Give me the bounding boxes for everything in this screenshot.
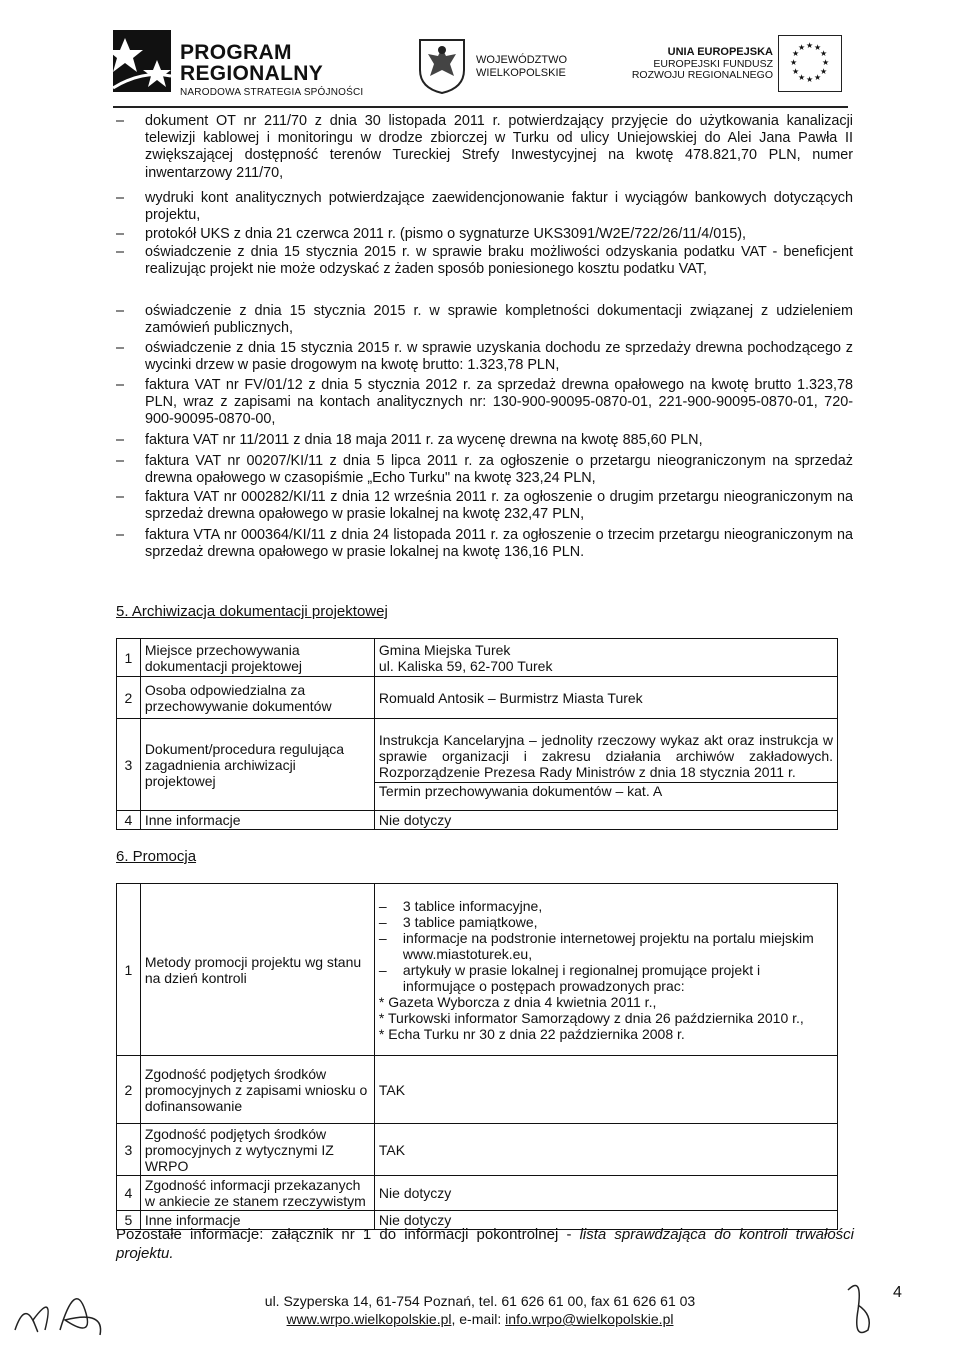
row-label: Dokument/procedura regulująca zagadnienia archiwizacji projektowej bbox=[140, 719, 374, 811]
row-label: Miejsce przechowywania dokumentacji projektowej bbox=[140, 639, 374, 677]
svg-text:★: ★ bbox=[820, 49, 828, 58]
list-dash: – bbox=[116, 244, 125, 260]
final-note: Pozostałe informacje: załącznik nr 1 do informacji pokontrolnej - lista sprawdzająca do kontroli trwałości projektu. bbox=[116, 1226, 854, 1262]
program-regionalny-logo bbox=[113, 30, 171, 92]
eagle-coat-of-arms-icon bbox=[416, 36, 468, 94]
list-item: protokół UKS z dnia 21 czerwca 2011 r. (pismo o sygnaturze UKS3091/W2E/722/26/11/4/015), bbox=[145, 226, 747, 242]
row-number: 2 bbox=[117, 1056, 141, 1124]
row-value: Romuald Antosik – Burmistrz Miasta Turek bbox=[374, 677, 837, 719]
row-number: 1 bbox=[117, 884, 141, 1056]
program-subtitle: NARODOWA STRATEGIA SPÓJNOŚCI bbox=[180, 87, 364, 98]
row-value: Nie dotyczy bbox=[374, 1211, 837, 1230]
list-item: * Turkowski informator Samorządowy z dnia 26 października 2010 r., bbox=[378, 1009, 804, 1026]
row-number: 4 bbox=[117, 1176, 141, 1211]
program-title: PROGRAM REGIONALNY bbox=[180, 41, 324, 85]
list-dash: – bbox=[116, 432, 125, 448]
row-label: Zgodność informacji przekazanych w ankiecie ze stanem rzeczywistym bbox=[140, 1176, 374, 1211]
list-item: faktura VAT nr 00207/KI/11 z dnia 5 lipca 2011 r. za ogłoszenie o przetargu nieograniczonym na sprzedaż drewna opałowego w czasopiśmie „Echo Turku" na kwotę 323,24 PLN, bbox=[145, 453, 853, 487]
svg-text:★: ★ bbox=[792, 49, 800, 58]
row-number: 1 bbox=[117, 639, 141, 677]
footer-address: ul. Szyperska 14, 61-754 Poznań, tel. 61 626 61 00, fax 61 626 61 03 bbox=[264, 1293, 696, 1309]
list-dash: – bbox=[116, 453, 125, 469]
list-item: oświadczenie z dnia 15 stycznia 2015 r. w sprawie kompletności dokumentacji związanej z udzieleniem zamówień publicznych, bbox=[145, 303, 853, 337]
row-label: Zgodność podjętych środków promocyjnych z zapisami wniosku o dofinansowanie bbox=[140, 1056, 374, 1124]
row-value: Nie dotyczy bbox=[374, 1176, 837, 1211]
table-row bbox=[117, 811, 838, 830]
table-row bbox=[117, 677, 838, 719]
row-label: Inne informacje bbox=[140, 811, 374, 830]
row-value: Nie dotyczy bbox=[374, 811, 837, 830]
page-header bbox=[0, 0, 960, 110]
list-item: faktura VTA nr 000364/KI/11 z dnia 24 listopada 2011 r. za ogłoszenie o trzecim przetargu nieograniczonym na sprzedaż drewna opałowego w prasie lokalnej na kwotę 136,16 PLN. bbox=[145, 527, 853, 561]
svg-text:★: ★ bbox=[792, 67, 800, 76]
list-item: * Gazeta Wyborcza z dnia 4 kwietnia 2011 r., bbox=[378, 993, 657, 1010]
svg-text:★: ★ bbox=[806, 41, 814, 50]
list-item: – 3 tablice pamiątkowe, bbox=[378, 913, 538, 930]
row-number: 5 bbox=[117, 1211, 141, 1230]
row-value: Instrukcja Kancelaryjna – jednolity rzeczowy wykaz akt oraz instrukcja w sprawie organizacji i zakresu działania archiwów zakładowych. Rozporządzenie Prezesa Rady Ministrów z dnia 18 stycznia 2011 r. Termin przechowywania dokumentów – kat. A bbox=[374, 719, 837, 811]
list-dash: – bbox=[116, 340, 125, 356]
list-item: faktura VAT nr FV/01/12 z dnia 5 stycznia 2012 r. za sprzedaż drewna opałowego na kwotę brutto 1.323,78 PLN, wraz z zapisami na kontach analitycznych nr: 130-900-90095-0870-01, 221-900-90095-0870-01, 720-900-90095-0870-00, bbox=[145, 377, 853, 428]
promotion-methods-list bbox=[379, 898, 833, 1042]
list-item: – 3 tablice informacyjne, bbox=[378, 897, 543, 914]
svg-text:★: ★ bbox=[814, 43, 822, 52]
table-row bbox=[117, 1124, 838, 1176]
list-dash: – bbox=[116, 527, 125, 543]
svg-text:★: ★ bbox=[820, 67, 828, 76]
section-6-title: 6. Promocja bbox=[116, 848, 197, 865]
page-number: 4 bbox=[893, 1284, 902, 1301]
row-value: TAK bbox=[374, 1056, 837, 1124]
table-row bbox=[117, 1056, 838, 1124]
eu-label: UNIA EUROPEJSKA EUROPEJSKI FUNDUSZ ROZWOJU REGIONALNEGO bbox=[631, 46, 773, 81]
promotion-table bbox=[116, 883, 838, 1230]
row-value: TAK bbox=[374, 1124, 837, 1176]
footer-contact: www.wrpo.wielkopolskie.pl, e-mail: info.wrpo@wielkopolskie.pl bbox=[286, 1311, 674, 1327]
row-label: Osoba odpowiedzialna za przechowywanie dokumentów bbox=[140, 677, 374, 719]
wojewodztwo-label: WOJEWÓDZTWO WIELKOPOLSKIE bbox=[476, 54, 568, 79]
table-row bbox=[117, 1176, 838, 1211]
row-label: Zgodność podjętych środków promocyjnych z wytycznymi IZ WRPO bbox=[140, 1124, 374, 1176]
email-link[interactable]: info.wrpo@wielkopolskie.pl bbox=[505, 1311, 674, 1327]
list-item: faktura VAT nr 11/2011 z dnia 18 maja 2011 r. za wycenę drewna na kwotę 885,60 PLN, bbox=[145, 432, 703, 448]
list-dash: – bbox=[116, 377, 125, 393]
page-footer bbox=[0, 1292, 960, 1328]
list-dash: – bbox=[116, 113, 125, 129]
header-divider bbox=[113, 106, 848, 108]
website-link[interactable]: www.wrpo.wielkopolskie.pl bbox=[286, 1311, 452, 1327]
row-number: 2 bbox=[117, 677, 141, 719]
svg-text:★: ★ bbox=[822, 58, 830, 67]
list-item: – informacje na podstronie internetowej projektu na portalu miejskim www.miastoturek.eu, bbox=[378, 929, 814, 962]
row-value: Gmina Miejska Turek ul. Kaliska 59, 62-700 Turek bbox=[374, 639, 837, 677]
list-dash: – bbox=[116, 489, 125, 505]
archiving-table bbox=[116, 638, 838, 830]
table-row bbox=[117, 884, 838, 1056]
eu-flag-icon bbox=[778, 35, 842, 92]
svg-text:★: ★ bbox=[814, 73, 822, 82]
row-label: Inne informacje bbox=[140, 1211, 374, 1230]
list-item: wydruki kont analitycznych potwierdzające zaewidencjonowanie faktur i wyciągów bankowych dotyczących projektu, bbox=[145, 190, 853, 224]
list-item: dokument OT nr 211/70 z dnia 30 listopada 2011 r. potwierdzający przyjęcie do użytkowania kanalizacji telewizji kablowej i monitoringu w drodze zbiorczej w Turku od ulicy Uniejowskiej do Alei Jana Pawła II zwiększającej dostępność terenów Tureckiej Strefy Inwestycyjnej na kwotę 478.821,70 PLN, numer inwentarzowy 211/70, bbox=[145, 113, 853, 181]
svg-text:★: ★ bbox=[790, 58, 798, 67]
list-dash: – bbox=[116, 190, 125, 206]
row-number: 4 bbox=[117, 811, 141, 830]
svg-text:★: ★ bbox=[798, 43, 806, 52]
list-item: – artykuły w prasie lokalnej i regionalnej promujące projekt i informujące o postępach prowadzonych prac: bbox=[378, 961, 761, 994]
svg-text:★: ★ bbox=[806, 75, 814, 84]
section-5-title: 5. Archiwizacja dokumentacji projektowej bbox=[116, 603, 388, 620]
table-row bbox=[117, 639, 838, 677]
table-row bbox=[117, 719, 838, 811]
list-item: faktura VAT nr 000282/KI/11 z dnia 12 września 2011 r. za ogłoszenie o drugim przetargu nieograniczonym na sprzedaż drewna opałowego w prasie lokalnej na kwotę 232,47 PLN, bbox=[145, 489, 853, 523]
list-item: oświadczenie z dnia 15 stycznia 2015 r. w sprawie braku możliwości odzyskania podatku VAT - beneficjent realizując projekt nie może odzyskać z żaden sposób poniesionego kosztu podatku VAT, bbox=[145, 244, 853, 278]
list-dash: – bbox=[116, 226, 125, 242]
list-item: * Echa Turku nr 30 z dnia 22 października 2008 r. bbox=[378, 1025, 685, 1042]
list-item: oświadczenie z dnia 15 stycznia 2015 r. w sprawie uzyskania dochodu ze sprzedaży drewna pochodzącego z wycinki drzew w pasie drogowym na kwotę brutto: 1.323,78 PLN, bbox=[145, 340, 853, 374]
svg-text:★: ★ bbox=[798, 73, 806, 82]
row-number: 3 bbox=[117, 1124, 141, 1176]
row-value bbox=[374, 884, 837, 1056]
row-number: 3 bbox=[117, 719, 141, 811]
row-label: Metody promocji projektu wg stanu na dzień kontroli bbox=[140, 884, 374, 1056]
list-dash: – bbox=[116, 303, 125, 319]
